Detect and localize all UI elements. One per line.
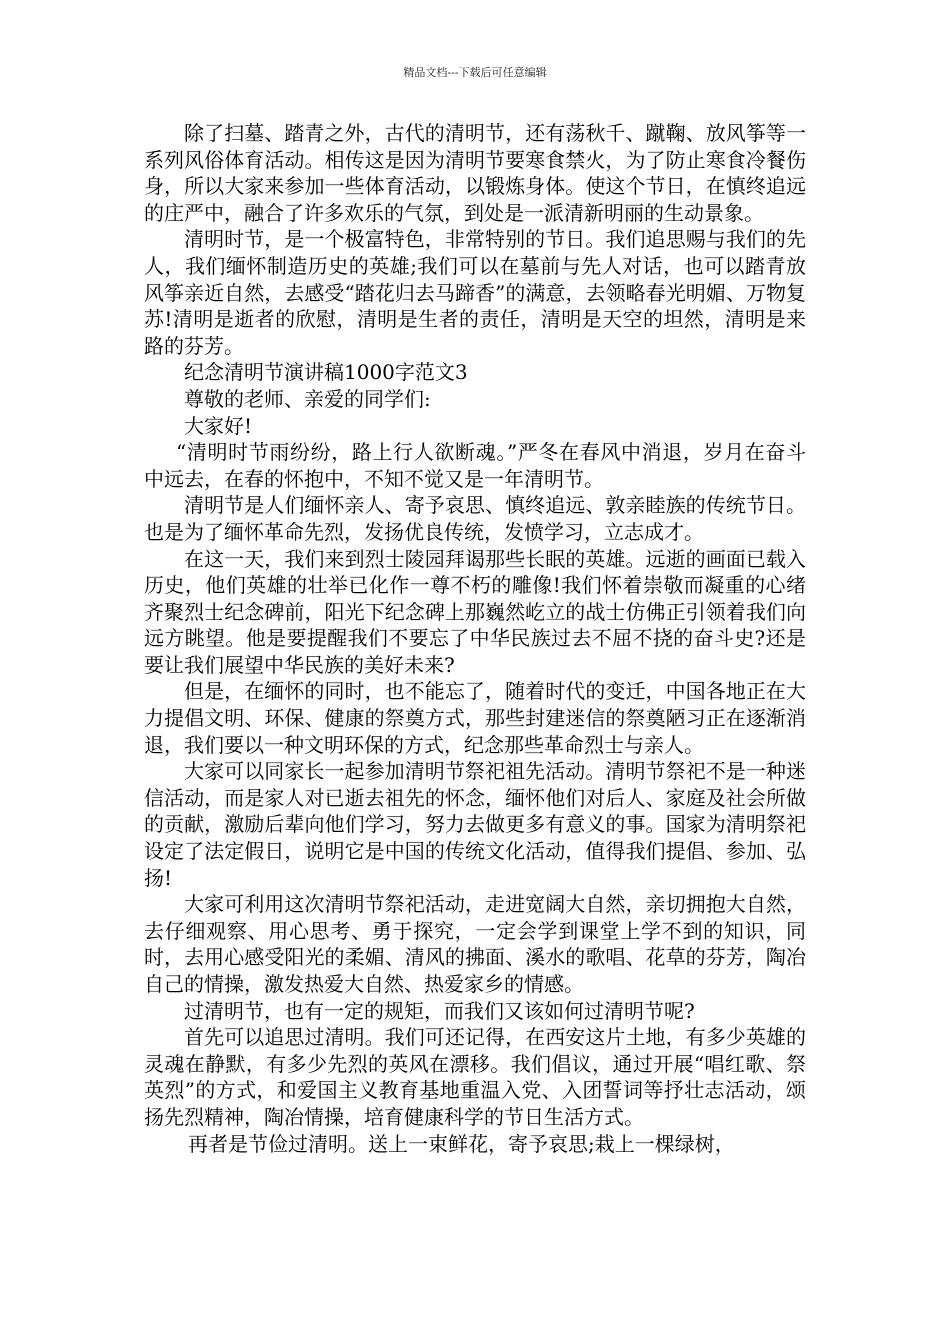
paragraph-2: 清明时节，是一个极富特色，非常特别的节日。我们追思赐与我们的先人，我们缅怀制造历史的英雄;我们可以在墓前与先人对话，也可以踏青放风筝亲近自然，去感受“踏花归去马蹄香”的满意，去领略春光明媚、万物复苏!清明是逝者的欣慰，清明是生者的责任，清明是天空的坦然，清明是来路的芬芳。 bbox=[144, 227, 806, 358]
page-header: 精品文档---下载后可任意编辑 bbox=[403, 66, 547, 79]
paragraph-7: 大家可利用这次清明节祭祀活动，走进宽阔大自然，亲切拥抱大自然，去仔细观察、用心思考、勇于探究，一定会学到课堂上学不到的知识，同时，去用心感受阳光的柔媚、清风的拂面、溪水的歌唱、花草的芬芳，陶冶自己的情操，激发热爱大自然、热爱家乡的情感。 bbox=[144, 892, 806, 996]
paragraph-10: 再者是节俭过清明。送上一束鲜花，寄予哀思;栽上一棵绿树， bbox=[188, 1131, 735, 1156]
paragraph-1: 除了扫墓、踏青之外，古代的清明节，还有荡秋千、蹴鞠、放风筝等一系列风俗体育活动。相传这是因为清明节要寒食禁火，为了防止寒食冷餐伤身，所以大家来参加一些体育活动，以锻炼身体。使这个节日，在慎终追远的庄严中，融合了许多欢乐的气氛，到处是一派清新明丽的生动景象。 bbox=[144, 121, 806, 225]
paragraph-3: 清明节是人们缅怀亲人、寄予哀思、慎终追远、敦亲睦族的传统节日。也是为了缅怀革命先烈，发扬优良传统，发愤学习，立志成才。 bbox=[144, 493, 806, 544]
paragraph-6: 大家可以同家长一起参加清明节祭祀祖先活动。清明节祭祀不是一种迷信活动，而是家人对已逝去祖先的怀念，缅怀他们对后人、家庭及社会所做的贡献，激励后辈向他们学习，努力去做更多有意义的事。国家为清明祭祀设定了法定假日，说明它是中国的传统文化活动，值得我们提倡、参加、弘扬! bbox=[144, 759, 806, 890]
salutation: 尊敬的老师、亲爱的同学们: bbox=[184, 386, 431, 411]
paragraph-9: 首先可以追思过清明。我们可还记得，在西安这片土地，有多少英雄的灵魂在静默，有多少先烈的英风在漂移。我们倡议，通过开展“唱红歌、祭英烈”的方式，和爱国主义教育基地重温入党、入团誓词等抒壮志活动，颂扬先烈精神，陶冶情操，培育健康科学的节日生活方式。 bbox=[144, 1025, 806, 1129]
paragraph-quote: “清明时节雨纷纷，路上行人欲断魂。”严冬在春风中消退，岁月在奋斗中远去，在春的怀抱中，不知不觉又是一年清明节。 bbox=[144, 440, 806, 491]
paragraph-8: 过清明节，也有一定的规矩，而我们又该如何过清明节呢? bbox=[184, 998, 695, 1023]
paragraph-4: 在这一天，我们来到烈士陵园拜谒那些长眠的英雄。远逝的画面已载入历史，他们英雄的壮举已化作一尊不朽的雕像!我们怀着崇敬而凝重的心绪齐聚烈士纪念碑前，阳光下纪念碑上那巍然屹立的战士仿佛正引领着我们向远方眺望。他是要提醒我们不要忘了中华民族过去不屈不挠的奋斗史?还是要让我们展望中华民族的美好未来? bbox=[144, 546, 806, 677]
section-title: 纪念清明节演讲稿1000字范文3 bbox=[184, 360, 468, 385]
document-body bbox=[144, 120, 806, 1157]
paragraph-5: 但是，在缅怀的同时，也不能忘了，随着时代的变迁，中国各地正在大力提倡文明、环保、健康的祭奠方式，那些封建迷信的祭奠陋习正在逐渐消退，我们要以一种文明环保的方式，纪念那些革命烈士与亲人。 bbox=[144, 679, 806, 757]
greeting: 大家好! bbox=[184, 413, 253, 438]
